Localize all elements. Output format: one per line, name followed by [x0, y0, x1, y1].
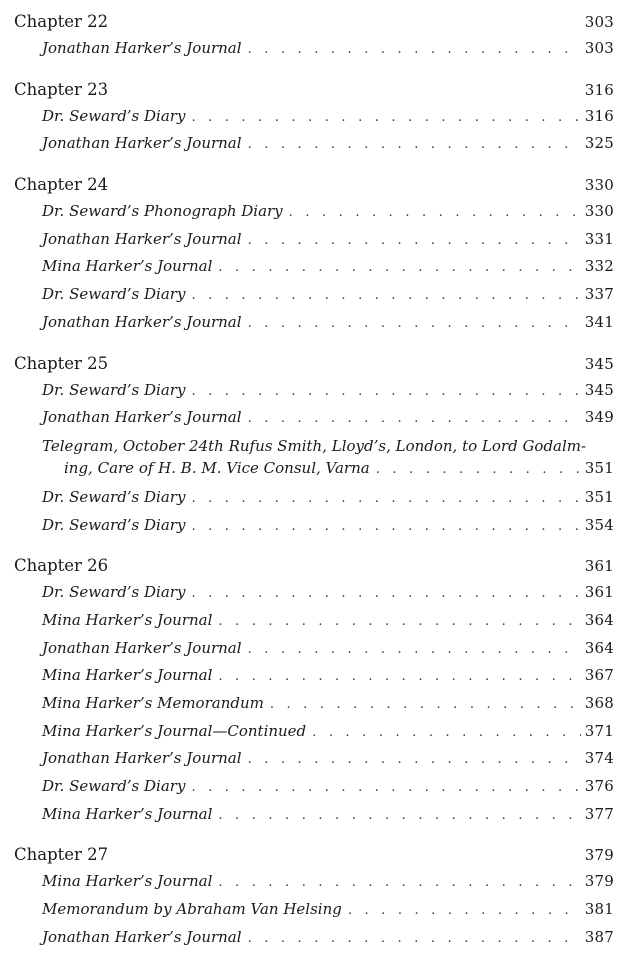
toc-entry[interactable]: [14, 512, 614, 540]
entry-page-number: 332: [584, 257, 614, 276]
entry-title: Memorandum by Abraham Van Helsing: [42, 900, 342, 919]
chapter-heading[interactable]: [14, 350, 614, 377]
entry-page-number: 345: [584, 380, 614, 399]
entry-title: Jonathan Harker’s Journal: [42, 749, 242, 768]
dot-leader: [191, 485, 580, 513]
chapter-title: Chapter 22: [14, 12, 109, 31]
entry-page-number: 316: [584, 106, 614, 125]
dot-leader: [248, 36, 581, 64]
toc-entry[interactable]: [14, 801, 614, 829]
dot-leader: [191, 378, 580, 406]
entry-page-number: 364: [584, 638, 614, 657]
chapter-page-number: 303: [584, 13, 614, 31]
dot-leader: [270, 691, 581, 719]
entry-page-number: 330: [584, 202, 614, 221]
toc-entry[interactable]: [14, 198, 614, 226]
chapter-title: Chapter 26: [14, 556, 109, 576]
entry-page-number: 351: [584, 487, 614, 506]
entry-page-number: 381: [584, 900, 614, 919]
entry-title: Jonathan Harker’s Journal: [42, 39, 242, 57]
entry-title: Dr. Seward’s Diary: [42, 106, 186, 125]
chapter-title: Chapter 27: [14, 845, 109, 865]
entry-page-number: 341: [584, 312, 614, 331]
toc-chapter: [14, 841, 614, 951]
chapter-title: Chapter 25: [14, 353, 109, 373]
entry-title: Jonathan Harker’s Journal: [42, 134, 242, 153]
toc-entry[interactable]: [14, 868, 614, 896]
dot-leader: [191, 104, 580, 132]
toc-chapter: [14, 8, 614, 63]
entry-title: Jonathan Harker’s Journal: [42, 638, 242, 657]
toc-entry[interactable]: [14, 690, 614, 718]
toc-entry[interactable]: [14, 35, 614, 63]
dot-leader: [376, 459, 581, 481]
dot-leader: [218, 802, 580, 830]
entry-page-number: 379: [584, 872, 614, 891]
chapter-page-number: 361: [584, 557, 614, 576]
entry-title: Dr. Seward’s Diary: [42, 487, 186, 506]
entry-page-number: 368: [584, 694, 614, 712]
entry-page-number: 349: [584, 408, 614, 427]
entry-title: Mina Harker’s Memorandum: [42, 694, 264, 712]
toc-entry[interactable]: [14, 281, 614, 309]
dot-leader: [191, 513, 580, 541]
toc-chapter: [14, 171, 614, 336]
chapter-title: Chapter 24: [14, 175, 109, 195]
toc-entry[interactable]: [14, 773, 614, 801]
toc-entry[interactable]: [14, 607, 614, 635]
entry-title: Jonathan Harker’s Journal: [42, 408, 242, 427]
entry-page-number: 337: [584, 285, 614, 304]
chapter-page-number: 379: [584, 846, 614, 865]
entry-title: Mina Harker’s Journal: [42, 872, 213, 891]
entry-title: Jonathan Harker’s Journal: [42, 229, 242, 248]
entry-page-number: 377: [584, 804, 614, 823]
dot-leader: [248, 746, 581, 774]
dot-leader: [248, 636, 581, 664]
chapter-title: Chapter 23: [14, 79, 109, 99]
toc-entry[interactable]: [14, 226, 614, 254]
entry-title-continued: ing, Care of H. B. M. Vice Consul, Varna: [64, 458, 370, 477]
chapter-page-number: 345: [584, 354, 614, 373]
entry-title: Dr. Seward’s Diary: [42, 777, 186, 796]
entry-title: Jonathan Harker’s Journal: [42, 312, 242, 331]
chapter-page-number: 316: [584, 80, 614, 99]
entry-title: Dr. Seward’s Phonograph Diary: [42, 202, 283, 221]
toc-entry[interactable]: [14, 309, 614, 337]
dot-leader: [218, 254, 580, 282]
entry-page-number: 371: [584, 721, 614, 740]
entry-title: Mina Harker’s Journal: [42, 257, 213, 276]
dot-leader: [218, 869, 580, 897]
toc-entry[interactable]: [14, 404, 614, 432]
toc-chapter: [14, 552, 614, 828]
toc-entry[interactable]: [14, 253, 614, 281]
entry-title: Mina Harker’s Journal: [42, 666, 213, 685]
entry-page-number: 361: [584, 583, 614, 602]
chapter-heading[interactable]: [14, 8, 614, 35]
dot-leader: [348, 897, 581, 925]
entry-title: Dr. Seward’s Diary: [42, 380, 186, 399]
entry-title: Telegram, October 24th Rufus Smith, Lloyd’s, London, to Lord Godalm-: [42, 436, 587, 455]
dot-leader: [248, 227, 581, 255]
entry-page-number: 374: [584, 749, 614, 768]
dot-leader: [248, 925, 581, 953]
dot-leader: [248, 131, 581, 159]
chapter-heading[interactable]: [14, 76, 614, 103]
dot-leader: [248, 310, 581, 338]
dot-leader: [312, 719, 581, 747]
entry-title: Mina Harker’s Journal: [42, 804, 213, 823]
entry-page-number: 325: [584, 134, 614, 153]
toc-entry[interactable]: [14, 745, 614, 773]
entry-title: Mina Harker’s Journal: [42, 610, 213, 629]
entry-page-number: 331: [584, 229, 614, 248]
table-of-contents: [14, 8, 614, 965]
dot-leader: [289, 199, 581, 227]
entry-page-number: 367: [584, 666, 614, 685]
toc-entry[interactable]: [14, 103, 614, 131]
dot-leader: [191, 774, 580, 802]
entry-title: Dr. Seward’s Diary: [42, 583, 186, 602]
toc-entry[interactable]: [14, 662, 614, 690]
dot-leader: [218, 663, 580, 691]
entry-continuation: [42, 457, 614, 481]
chapter-heading[interactable]: [14, 841, 614, 868]
entry-page-number: 354: [584, 515, 614, 534]
entry-title: Dr. Seward’s Diary: [42, 285, 186, 304]
entry-page-number: 376: [584, 777, 614, 796]
chapter-heading[interactable]: [14, 552, 614, 579]
toc-entry[interactable]: [14, 635, 614, 663]
dot-leader: [248, 405, 581, 433]
toc-entry[interactable]: [14, 718, 614, 746]
toc-entry[interactable]: [14, 130, 614, 158]
toc-entry[interactable]: [14, 432, 614, 484]
chapter-page-number: 330: [584, 176, 614, 195]
toc-entry[interactable]: [14, 484, 614, 512]
entry-page-number: 303: [584, 39, 614, 57]
dot-leader: [191, 580, 580, 608]
entry-title: Mina Harker’s Journal—Continued: [42, 721, 307, 740]
entry-page-number: 387: [584, 927, 614, 946]
toc-entry[interactable]: [14, 579, 614, 607]
dot-leader: [191, 282, 580, 310]
toc-entry[interactable]: [14, 377, 614, 405]
entry-title: Jonathan Harker’s Journal: [42, 927, 242, 946]
toc-chapter: [14, 76, 614, 158]
dot-leader: [218, 608, 580, 636]
entry-title: Dr. Seward’s Diary: [42, 515, 186, 534]
chapter-heading[interactable]: [14, 171, 614, 198]
toc-entry[interactable]: [14, 896, 614, 924]
toc-entry[interactable]: [14, 924, 614, 952]
toc-chapter: [14, 350, 614, 540]
entry-page-number: 364: [584, 610, 614, 629]
entry-page-number: 351: [584, 458, 614, 477]
